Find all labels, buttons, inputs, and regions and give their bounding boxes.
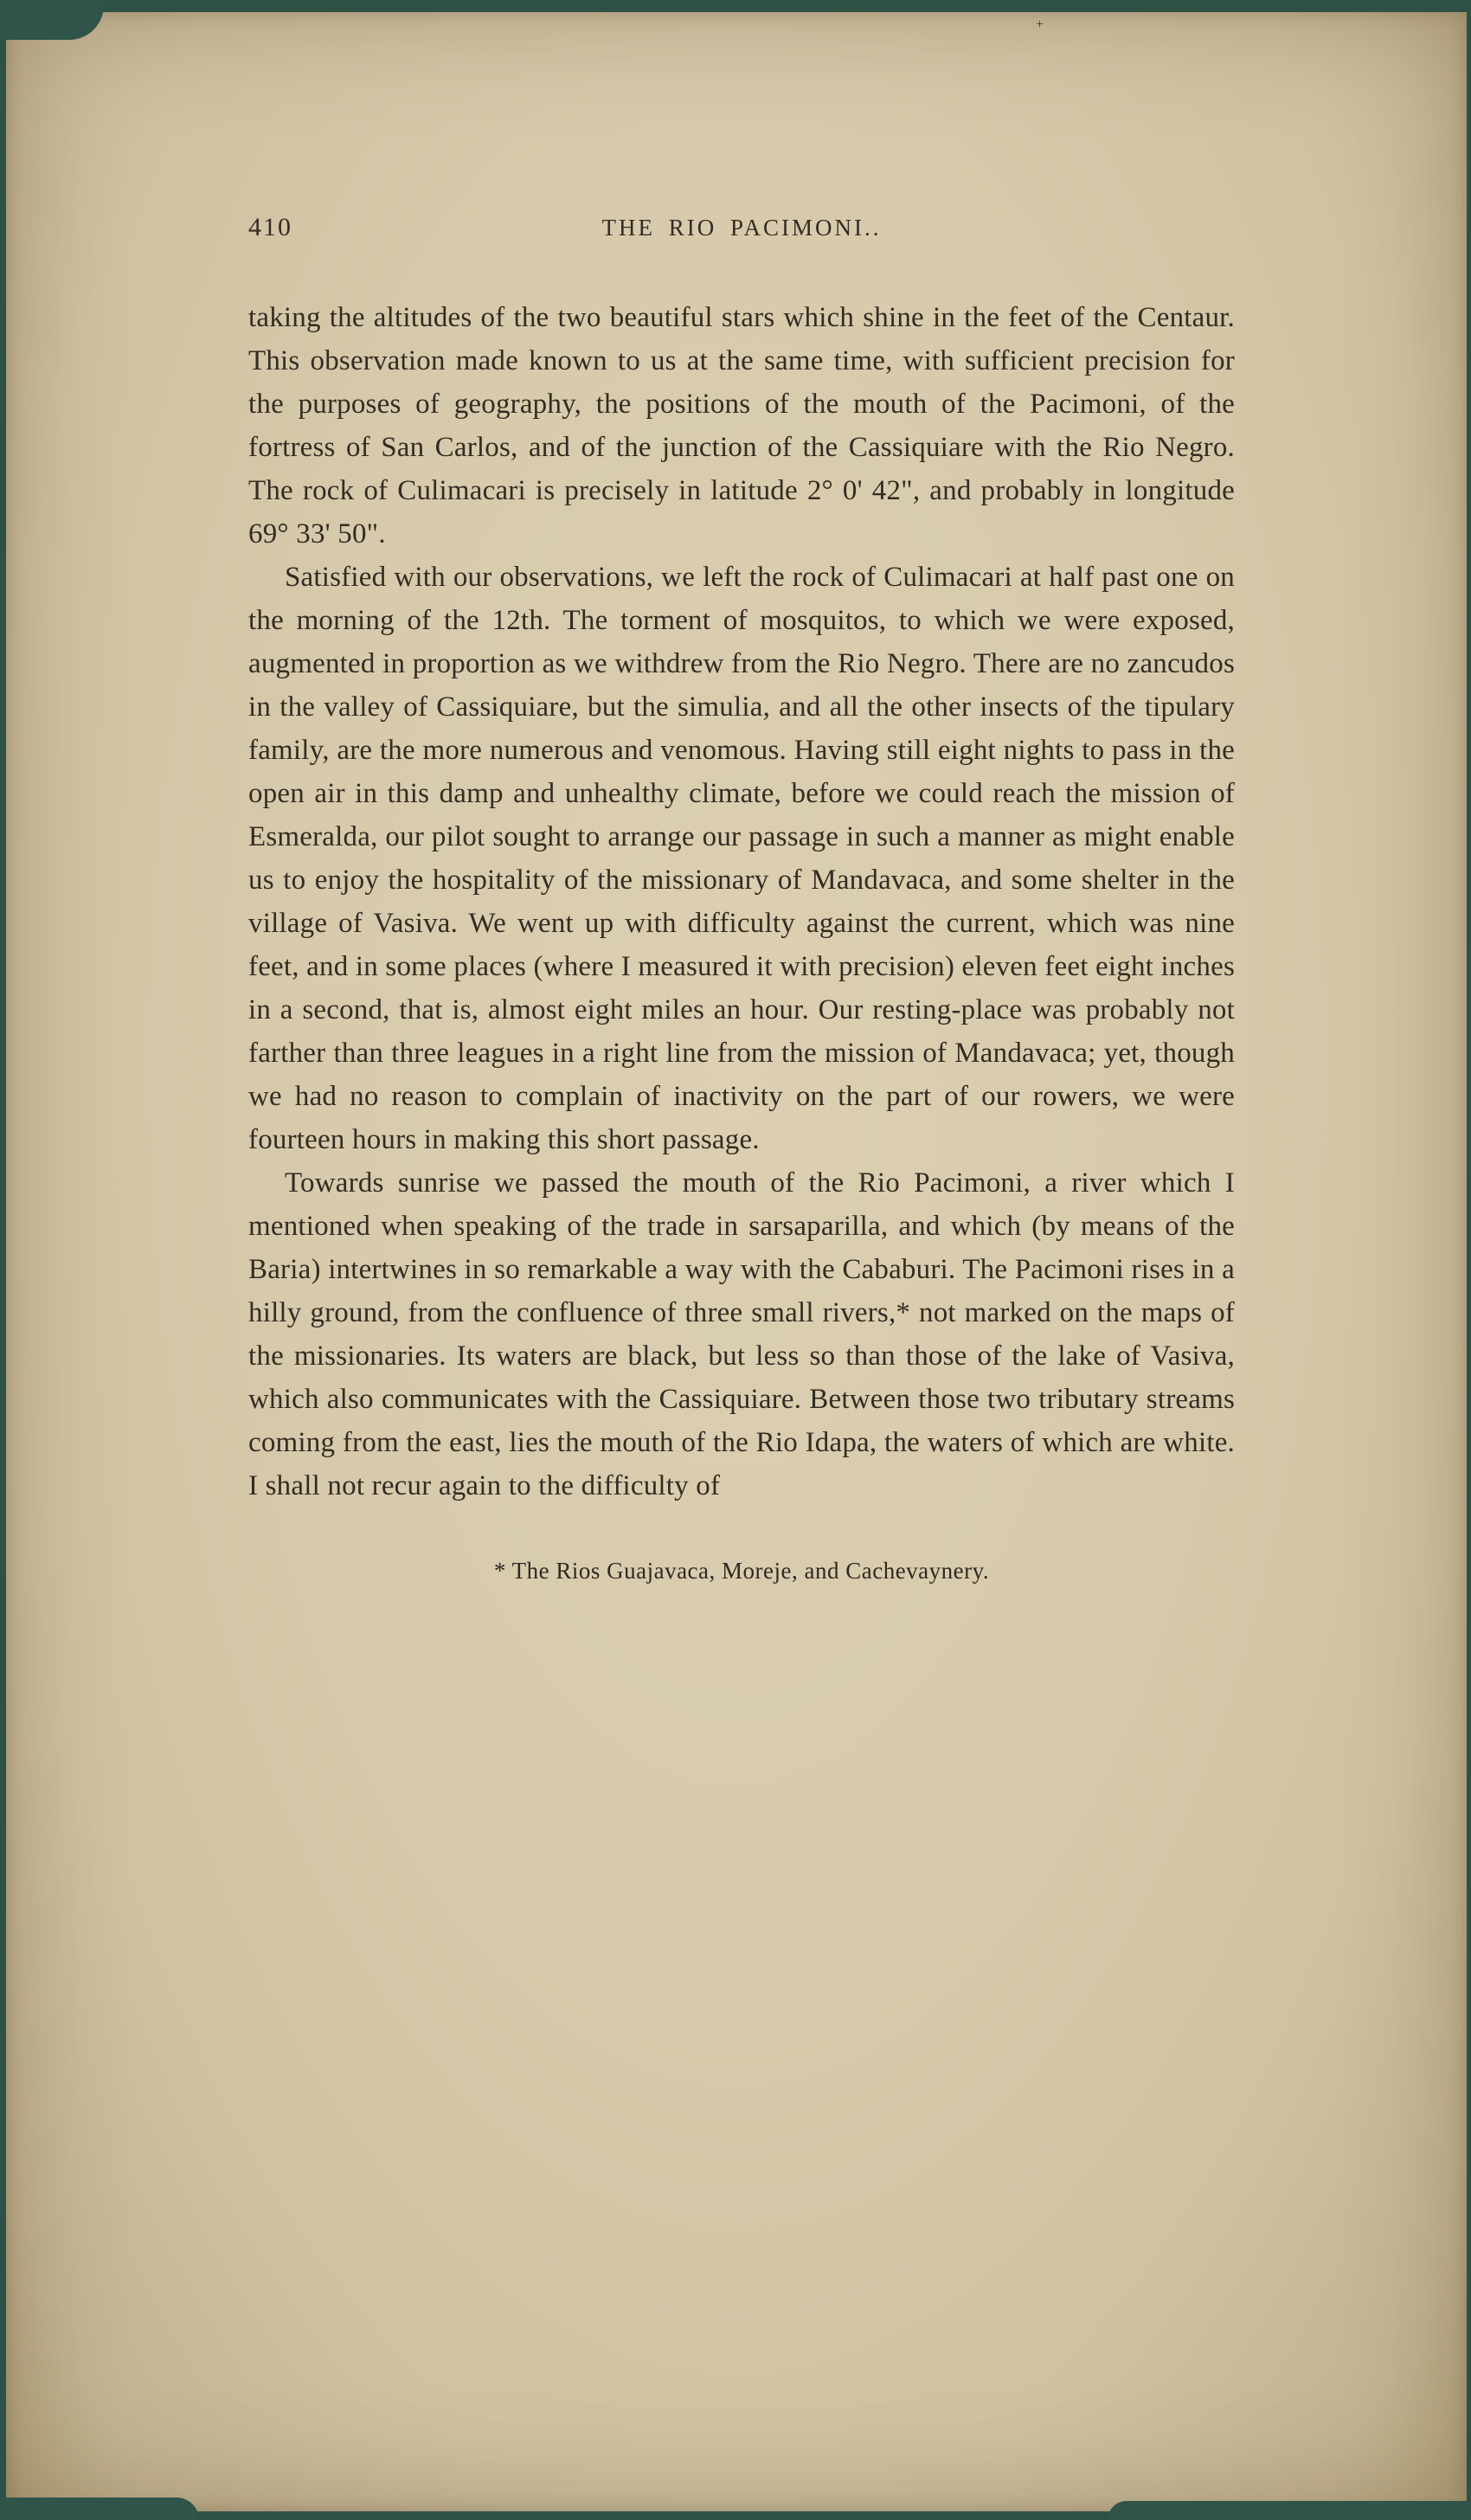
scan-corner-bottom-right — [1108, 2501, 1471, 2520]
page-number: 410 — [248, 213, 292, 241]
book-page — [6, 12, 1467, 2511]
running-head — [248, 213, 1235, 251]
scan-corner-bottom-left — [0, 2498, 199, 2520]
paragraph: Towards sunrise we passed the mouth of the Rio Pacimoni, a river which I mentioned when speaking of the trade in sarsaparilla, and which (by means of the Baria) intertwines in so remarkable a way with the Cababuri. The Pacimoni rises in a hilly ground, from the confluence of three small rivers,* not marked on the maps of the missionaries. Its waters are black, but less so than those of the lake of Vasiva, which also communicates with the Cassiquiare. Between those two tributary streams coming from the east, lies the mouth of the Rio Idapa, the waters of which are white. I shall not recur again to the difficulty of — [248, 1167, 1235, 1501]
paragraph-continuation: taking the altitudes of the two beautiful stars which shine in the feet of the Centaur. This observation made known to us at the same time, with sufficient precision for the purposes of geography, the positions of the mouth of the Pacimoni, of the fortress of San Carlos, and of the junction of the Cassiquiare with the Rio Negro. The rock of Culimacari is precisely in latitude 2° 0' 42", and probably in longitude 69° 33' 50". — [248, 302, 1235, 550]
footnote: * The Rios Guajavaca, Moreje, and Cachevaynery. — [493, 1558, 990, 1584]
page-content — [6, 12, 1467, 2511]
body-text — [248, 296, 1235, 1508]
scan-corner-top-left — [0, 0, 104, 40]
paragraph: Satisfied with our observations, we left the rock of Culimacari at half past one on the morning of the 12th. The torment of mosquitos, to which we were exposed, augmented in proportion as we withdrew from the Rio Negro. There are no zancudos in the valley of Cassiquiare, but the simulia, and all the other insects of the tipulary family, are the more numerous and venomous. Having still eight nights to pass in the open air in this damp and unhealthy climate, before we could reach the mission of Esmeralda, our pilot sought to arrange our passage in such a manner as might enable us to enjoy the hospitality of the missionary of Mandavaca, and some shelter in the village of Vasiva. We went up with difficulty against the current, which was nine feet, and in some places (where I measured it with precision) eleven feet eight inches in a second, that is, almost eight miles an hour. Our resting-place was probably not farther than three leagues in a right line from the mission of Mandavaca; yet, though we had no reason to complain of inactivity on the part of our rowers, we were fourteen hours in making this short passage. — [248, 562, 1235, 1155]
scan-speck: + — [1036, 17, 1044, 32]
running-title: THE RIO PACIMONI.. — [601, 215, 882, 241]
